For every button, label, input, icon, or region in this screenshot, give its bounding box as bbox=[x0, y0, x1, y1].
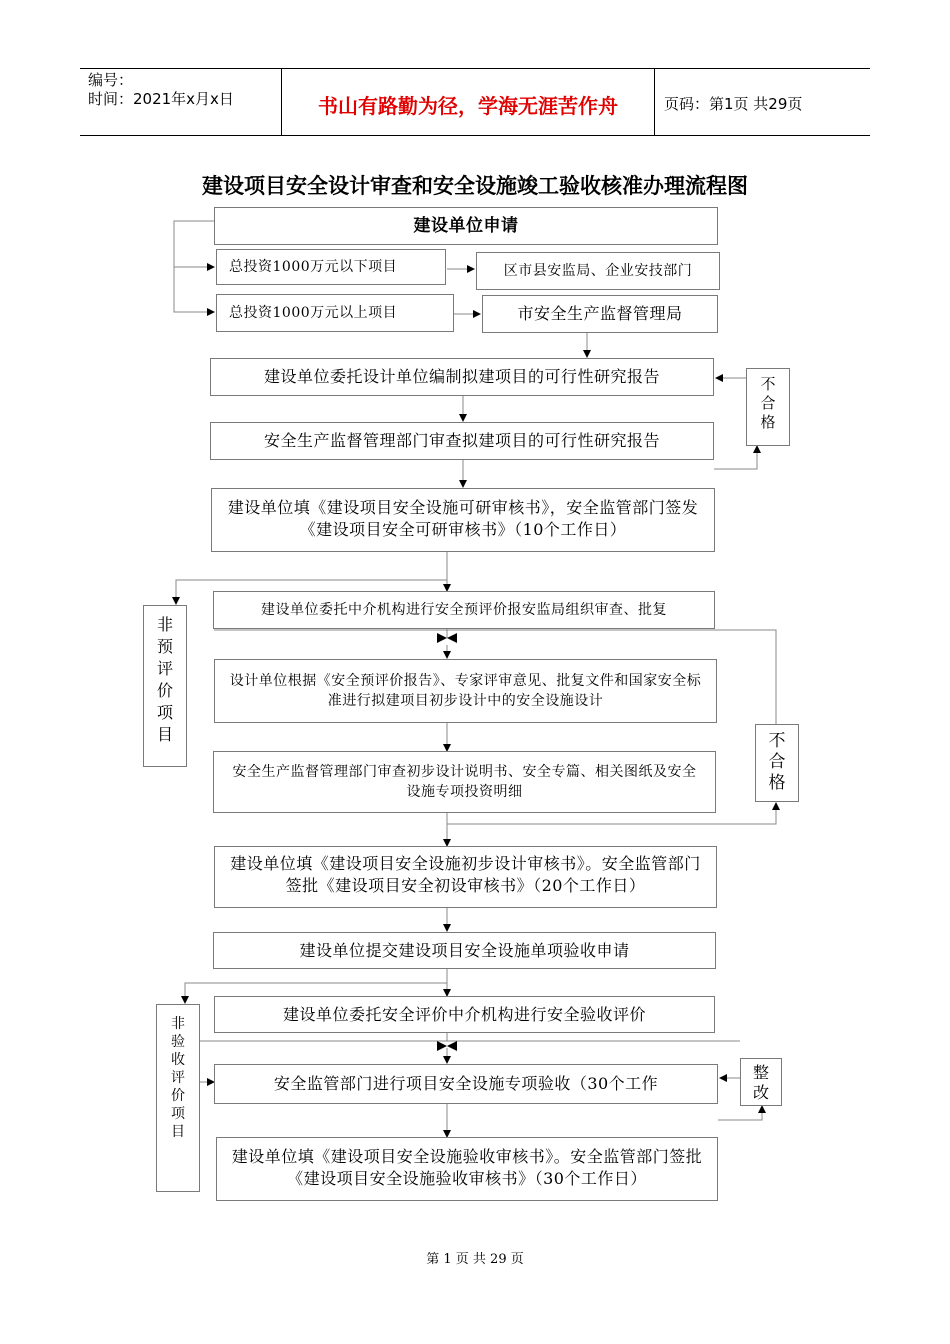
flow-step-apply: 建设单位申请 bbox=[214, 207, 718, 245]
flow-step-acceptance-apply: 建设单位提交建设项目安全设施单项验收申请 bbox=[213, 932, 716, 969]
flow-district-office: 区市县安监局、企业安技部门 bbox=[476, 252, 720, 290]
flow-unqualified-badge: 不 合 格 bbox=[755, 724, 799, 802]
flow-rectify-badge: 整 改 bbox=[740, 1058, 782, 1106]
document-number: 编号： bbox=[88, 71, 134, 89]
page-indicator: 页码：第1页 共29页 bbox=[664, 95, 803, 113]
flow-city-bureau: 市安全生产监督管理局 bbox=[482, 295, 718, 333]
flow-step-prelim-design: 设计单位根据《安全预评价报告》、专家评审意见、批复文件和国家安全标准进行拟建项目初步设计中的安全设施设计 bbox=[214, 659, 717, 723]
flow-branch-below-1000: 总投资1000万元以下项目 bbox=[216, 249, 446, 285]
flow-step-special-acceptance: 安全监管部门进行项目安全设施专项验收（30个工作 bbox=[214, 1064, 718, 1104]
flow-step-feasibility-compile: 建设单位委托设计单位编制拟建项目的可行性研究报告 bbox=[210, 358, 714, 396]
flow-unqualified-badge: 不 合 格 bbox=[746, 368, 790, 446]
flow-step-prelim-cert: 建设单位填《建设项目安全设施初步设计审核书》。安全监管部门签批《建设项目安全初设审核书》（20个工作日） bbox=[214, 846, 717, 908]
flow-non-acceptance-eval-branch: 非 验 收 评 价 项 目 bbox=[156, 1004, 200, 1192]
flow-step-feasibility-cert: 建设单位填《建设项目安全设施可研审核书》，安全监管部门签发《建设项目安全可研审核书》（10个工作日） bbox=[211, 488, 715, 552]
flow-step-feasibility-review: 安全生产监督管理部门审查拟建项目的可行性研究报告 bbox=[210, 422, 714, 460]
flow-step-acceptance-eval: 建设单位委托安全评价中介机构进行安全验收评价 bbox=[214, 996, 715, 1033]
flow-step-acceptance-cert: 建设单位填《建设项目安全设施验收审核书》。安全监管部门签批《建设项目安全设施验收审核书》（30个工作日） bbox=[216, 1137, 718, 1201]
flow-step-pre-eval: 建设单位委托中介机构进行安全预评价报安监局组织审查、批复 bbox=[213, 591, 715, 629]
flow-non-pre-eval-branch: 非 预 评 价 项 目 bbox=[143, 605, 187, 767]
header-motto: 书山有路勤为径，学海无涯苦作舟 bbox=[318, 94, 618, 118]
document-date: 时间：2021年x月x日 bbox=[88, 90, 234, 108]
page-title: 建设项目安全设计审查和安全设施竣工验收核准办理流程图 bbox=[202, 174, 748, 198]
page-footer: 第 1 页 共 29 页 bbox=[426, 1252, 524, 1267]
flow-step-prelim-review: 安全生产监督管理部门审查初步设计说明书、安全专篇、相关图纸及安全设施专项投资明细 bbox=[213, 751, 716, 813]
flow-branch-above-1000: 总投资1000万元以上项目 bbox=[216, 294, 454, 332]
